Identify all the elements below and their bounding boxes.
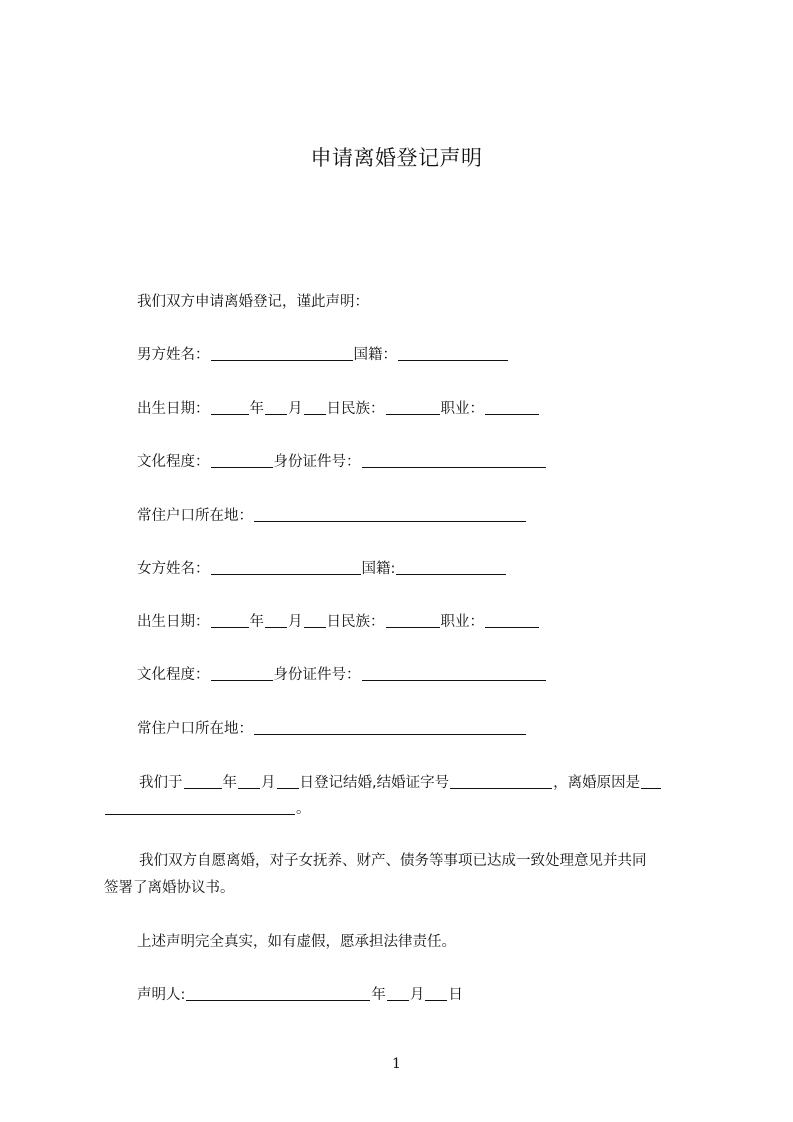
female-nationality-label: 国籍: [361,561,396,577]
female-nationality-blank [396,559,506,575]
female-education-label: 文化程度： [137,667,210,683]
male-education-label: 文化程度： [137,454,210,470]
female-birth-day-blank [304,612,326,628]
divorce-reason-label: ，离婚原因是 [553,775,641,791]
marriage-line-continued [104,799,311,819]
female-occupation-label: 职业： [440,614,484,630]
female-birth-line [137,612,540,632]
female-education-blank [211,665,273,681]
male-birth-year-blank [211,399,249,415]
divorce-reason-blank [105,799,295,815]
female-name-label: 女方姓名： [137,561,210,577]
female-name-line [137,559,507,579]
male-occupation-blank [485,399,539,415]
marriage-year-text: 年 [222,775,237,791]
marriage-year-blank [184,773,222,789]
male-name-label: 男方姓名： [137,347,210,363]
intro-line: 我们双方申请离婚登记，谨此声明： [137,294,369,310]
male-year-text: 年 [249,401,264,417]
truth-statement: 上述声明完全真实，如有虚假，愿承担法律责任。 [137,934,456,950]
signature-label: 声明人: [137,987,186,1003]
male-name-blank [211,345,353,361]
female-birth-label: 出生日期： [137,614,210,630]
male-residence-blank [254,506,526,522]
male-birth-day-blank [304,399,326,415]
female-residence-label: 常住户口所在地： [137,721,253,737]
female-id-blank [362,665,546,681]
male-nationality-label: 国籍： [353,347,397,363]
male-nationality-blank [398,345,508,361]
certificate-number-blank [450,773,552,789]
male-occupation-label: 职业： [440,401,484,417]
signature-month-blank [387,985,409,1001]
female-month-text: 月 [288,614,303,630]
female-year-text: 年 [249,614,264,630]
male-residence-label: 常住户口所在地： [137,508,253,524]
male-birth-label: 出生日期： [137,401,210,417]
male-name-line [137,345,509,365]
male-id-blank [362,452,546,468]
female-birth-year-blank [211,612,249,628]
signature-day-blank [425,985,447,1001]
male-residence-line [137,506,527,526]
male-birth-line [137,399,540,419]
female-name-blank [211,559,361,575]
document-title: 申请离婚登记声明 [310,146,483,170]
female-residence-blank [254,719,526,735]
female-ethnicity-blank [386,612,440,628]
agreement-line-1: 我们双方自愿离婚，对子女抚养、财产、债务等事项已达成一致处理意见并共同 [139,853,647,869]
marriage-prefix: 我们于 [139,775,183,791]
male-education-blank [211,452,273,468]
marriage-day-blank [277,773,299,789]
female-occupation-blank [485,612,539,628]
signature-line [137,985,463,1005]
marriage-month-blank [238,773,260,789]
male-birth-month-blank [265,399,287,415]
marriage-month-text: 月 [261,775,276,791]
divorce-reason-blank-start [641,773,661,789]
female-birth-month-blank [265,612,287,628]
female-education-line [137,665,547,685]
agreement-line-2: 签署了离婚协议书。 [104,880,235,896]
female-residence-line [137,719,527,739]
female-id-label: 身份证件号： [273,667,361,683]
signature-day-text: 日 [448,987,463,1003]
signature-month-text: 月 [409,987,425,1003]
marriage-line-end: 。 [296,801,311,817]
male-ethnicity-blank [386,399,440,415]
male-month-text: 月 [288,401,303,417]
male-day-ethnicity-label: 日民族： [326,401,385,417]
marriage-line [139,773,662,793]
male-id-label: 身份证件号： [273,454,361,470]
marriage-day-text: 日登记结婚,结婚证字号 [299,775,450,791]
signature-year-text: 年 [371,987,386,1003]
male-education-line [137,452,547,472]
signature-blank [186,985,370,1001]
female-day-ethnicity-label: 日民族： [326,614,385,630]
page-number: 1 [392,1056,401,1072]
